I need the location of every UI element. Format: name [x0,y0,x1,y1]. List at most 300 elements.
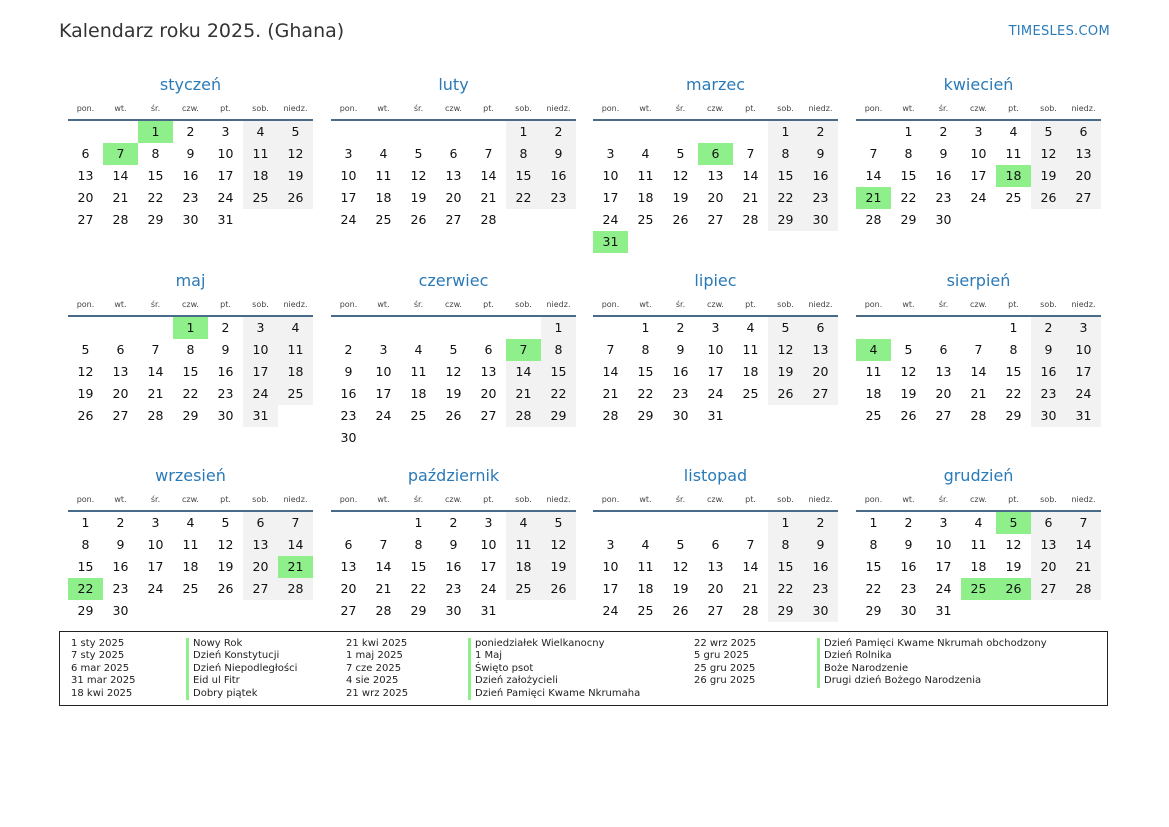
day-cell: 25 [278,383,313,405]
day-cell: 29 [1005,408,1022,423]
weekday-header [331,294,576,317]
day-cell: 17 [243,361,278,383]
day-cell: 4 [746,320,755,335]
day-cell: 20 [77,190,94,205]
day-cell: 4 [1009,124,1018,139]
weekday-label: śr. [675,495,686,504]
holiday-day: 21 [278,556,313,578]
day-cell: 6 [803,317,838,339]
day-cell: 17 [970,168,987,183]
weekday-label: czw. [707,495,724,504]
weekday-header [68,294,313,317]
day-cell: 25 [1005,190,1022,205]
day-cell: 28 [506,405,541,427]
day-cell: 3 [484,515,493,530]
day-cell: 16 [803,556,838,578]
empty-cell [593,317,628,339]
day-cell: 18 [506,556,541,578]
weekday-label: niedz. [546,300,571,309]
day-cell: 23 [112,581,129,596]
day-cell: 11 [970,537,987,552]
day-cell: 29 [637,408,654,423]
day-cell: 11 [506,534,541,556]
day-cell: 18 [410,386,427,401]
day-cell: 26 [77,408,94,423]
day-cell: 6 [1066,121,1101,143]
day-grid [68,121,313,231]
day-cell: 20 [803,361,838,383]
day-cell: 10 [340,168,357,183]
day-cell: 5 [1031,121,1066,143]
empty-cell [436,121,471,143]
empty-cell [856,121,891,143]
day-cell: 8 [768,143,803,165]
weekday-label: wt. [114,300,127,309]
weekday-header [68,489,313,512]
day-cell: 4 [186,515,195,530]
day-cell: 29 [541,405,576,427]
holiday-day: 18 [996,165,1031,187]
weekday-label: sob. [515,104,532,113]
day-cell: 8 [186,342,195,357]
legend-names-2 [468,638,640,700]
day-cell: 20 [707,190,724,205]
month-name: luty [438,75,469,94]
day-cell: 12 [445,364,462,379]
month-block [68,74,313,231]
weekday-label: pt. [745,495,756,504]
weekday-label: pt. [1008,104,1019,113]
weekday-header [856,489,1101,512]
day-cell: 14 [602,364,619,379]
day-cell: 1 [904,124,913,139]
weekday-label: pon. [339,104,358,113]
day-cell: 26 [1031,187,1066,209]
empty-cell [68,317,103,339]
weekday-label: sob. [777,495,794,504]
day-cell: 16 [935,168,952,183]
day-cell: 19 [900,386,917,401]
day-cell: 24 [480,581,497,596]
day-cell: 21 [742,581,759,596]
day-cell: 27 [803,383,838,405]
day-cell: 28 [742,212,759,227]
day-cell: 14 [742,168,759,183]
legend-dates-2 [346,638,408,700]
day-cell: 20 [243,556,278,578]
day-cell: 31 [243,405,278,427]
holiday-date: 6 mar 2025 [71,662,130,674]
weekday-label: śr. [413,300,424,309]
day-cell: 13 [707,168,724,183]
weekday-label: pon. [864,300,883,309]
day-cell: 19 [278,165,313,187]
day-cell: 8 [506,143,541,165]
day-grid [331,317,576,449]
weekday-label: śr. [150,300,161,309]
day-cell: 28 [278,578,313,600]
holiday-name: Dzień Pamięci Kwame Nkrumah obchodzony [817,638,1047,650]
holiday-day: 5 [996,512,1031,534]
day-cell: 18 [970,559,987,574]
day-cell: 22 [506,187,541,209]
day-cell: 14 [970,364,987,379]
day-cell: 18 [243,165,278,187]
day-cell: 17 [340,190,357,205]
day-cell: 12 [1005,537,1022,552]
weekday-label: niedz. [808,300,833,309]
day-cell: 14 [480,168,497,183]
empty-cell [506,317,541,339]
weekday-label: czw. [182,300,199,309]
weekday-label: pt. [483,300,494,309]
day-cell: 27 [445,212,462,227]
holiday-day: 1 [173,317,208,339]
holiday-day: 4 [856,339,891,361]
holiday-name: Nowy Rok [186,638,297,650]
holiday-name: Dobry piątek [186,688,297,700]
day-cell: 29 [147,212,164,227]
day-cell: 5 [904,342,913,357]
day-cell: 20 [707,581,724,596]
month-block [856,465,1101,622]
day-cell: 15 [768,556,803,578]
weekday-label: wt. [639,104,652,113]
day-grid [856,512,1101,622]
weekday-label: wt. [639,495,652,504]
day-cell: 6 [939,342,948,357]
day-cell: 27 [112,408,129,423]
holiday-name: poniedziałek Wielkanocny [468,638,640,650]
day-cell: 25 [243,187,278,209]
month-name: marzec [685,75,745,94]
day-cell: 9 [1031,339,1066,361]
weekday-label: niedz. [283,104,308,113]
day-cell: 19 [410,190,427,205]
day-cell: 22 [182,386,199,401]
day-cell: 21 [375,581,392,596]
day-cell: 22 [768,187,803,209]
day-cell: 29 [768,600,803,622]
day-cell: 25 [637,212,654,227]
day-cell: 11 [1005,146,1022,161]
holiday-date: 1 maj 2025 [346,650,403,662]
day-cell: 29 [410,603,427,618]
weekday-label: wt. [902,104,915,113]
month-block [68,270,313,427]
weekday-label: pt. [1008,300,1019,309]
holiday-name: Dzień założycieli [468,675,640,687]
day-cell: 16 [340,386,357,401]
day-cell: 9 [449,537,458,552]
weekday-label: pon. [76,495,95,504]
day-cell: 20 [340,581,357,596]
day-cell: 28 [147,408,164,423]
holiday-day: 7 [103,143,138,165]
day-grid [331,512,576,622]
day-cell: 13 [112,364,129,379]
holiday-date: 7 sty 2025 [71,650,125,662]
day-cell: 24 [602,212,619,227]
weekday-label: niedz. [1071,495,1096,504]
holiday-name: Dzień Konstytucji [186,650,297,662]
day-cell: 15 [637,364,654,379]
empty-cell [331,317,366,339]
month-block [593,465,838,622]
day-grid [593,512,838,622]
day-cell: 7 [746,537,755,552]
day-cell: 25 [375,212,392,227]
weekday-label: niedz. [808,104,833,113]
weekday-label: wt. [639,300,652,309]
day-cell: 21 [970,386,987,401]
weekday-label: czw. [970,495,987,504]
weekday-label: pon. [601,104,620,113]
holiday-date: 22 wrz 2025 [694,638,757,649]
day-cell: 14 [1066,534,1101,556]
weekday-header [593,489,838,512]
day-cell: 18 [182,559,199,574]
day-cell: 5 [414,146,423,161]
day-cell: 21 [1066,556,1101,578]
day-cell: 12 [900,364,917,379]
weekday-label: pt. [220,300,231,309]
day-cell: 15 [900,168,917,183]
day-cell: 26 [410,212,427,227]
weekday-header [331,489,576,512]
weekday-label: śr. [938,104,949,113]
day-grid [331,121,576,231]
empty-cell [891,317,926,339]
day-cell: 23 [445,581,462,596]
day-cell: 11 [637,168,654,183]
month-block [331,270,576,449]
day-cell: 14 [742,559,759,574]
day-cell: 15 [77,559,94,574]
day-cell: 30 [900,603,917,618]
day-cell: 4 [506,512,541,534]
month-block [331,465,576,622]
day-cell: 28 [742,603,759,618]
day-cell: 15 [541,361,576,383]
holiday-date: 26 gru 2025 [694,675,756,687]
day-cell: 23 [217,386,234,401]
day-cell: 16 [672,364,689,379]
day-cell: 23 [803,578,838,600]
weekday-label: wt. [377,104,390,113]
day-cell: 21 [602,386,619,401]
weekday-header [593,294,838,317]
day-cell: 3 [243,317,278,339]
day-cell: 19 [217,559,234,574]
day-cell: 22 [768,578,803,600]
empty-cell [926,317,961,339]
holiday-name: Święto psot [468,663,640,675]
day-cell: 21 [480,190,497,205]
day-cell: 30 [1031,405,1066,427]
weekday-header [856,98,1101,121]
weekday-label: pon. [339,495,358,504]
holiday-date: 18 kwi 2025 [71,687,133,699]
day-cell: 11 [278,339,313,361]
day-cell: 11 [742,342,759,357]
weekday-label: niedz. [1071,300,1096,309]
day-grid [856,317,1101,427]
day-cell: 16 [541,165,576,187]
empty-cell [366,317,401,339]
day-cell: 16 [112,559,129,574]
holiday-name: Eid ul Fitr [186,675,297,687]
day-cell: 17 [217,168,234,183]
day-cell: 26 [445,408,462,423]
day-cell: 13 [480,364,497,379]
day-cell: 6 [243,512,278,534]
day-cell: 8 [768,534,803,556]
month-block [68,465,313,622]
weekday-label: czw. [182,495,199,504]
day-cell: 16 [803,165,838,187]
day-cell: 15 [182,364,199,379]
day-cell: 7 [484,146,493,161]
holiday-date: 21 wrz 2025 [346,687,409,699]
day-cell: 17 [1066,361,1101,383]
day-cell: 10 [480,537,497,552]
weekday-label: pon. [76,300,95,309]
day-cell: 12 [541,534,576,556]
day-cell: 1 [81,515,90,530]
holiday-date: 7 cze 2025 [346,662,402,674]
day-cell: 2 [449,515,458,530]
day-cell: 20 [1066,165,1101,187]
day-cell: 13 [1031,534,1066,556]
day-cell: 29 [77,603,94,618]
holiday-name: Dzień Rolnika [817,650,1047,662]
day-cell: 21 [112,190,129,205]
day-cell: 10 [217,146,234,161]
day-cell: 13 [243,534,278,556]
weekday-label: czw. [970,104,987,113]
legend-dates-1 [71,638,136,700]
weekday-label: sob. [777,104,794,113]
weekday-label: śr. [150,495,161,504]
empty-cell [331,512,366,534]
day-cell: 18 [278,361,313,383]
empty-cell [436,317,471,339]
day-cell: 10 [602,168,619,183]
day-cell: 2 [904,515,913,530]
day-cell: 26 [672,212,689,227]
day-cell: 12 [410,168,427,183]
day-cell: 9 [186,146,195,161]
day-cell: 30 [112,603,129,618]
month-block [856,74,1101,231]
day-cell: 8 [81,537,90,552]
day-cell: 26 [768,383,803,405]
day-cell: 30 [445,603,462,618]
holiday-date: 5 gru 2025 [694,650,749,662]
month-name: kwiecień [943,75,1014,94]
day-cell: 3 [379,342,388,357]
day-cell: 6 [81,146,90,161]
weekday-label: pon. [339,300,358,309]
day-cell: 6 [1031,512,1066,534]
day-cell: 28 [865,212,882,227]
day-cell: 30 [340,430,357,445]
month-name: lipiec [694,271,737,290]
legend-dates-3 [694,638,756,688]
day-cell: 2 [344,342,353,357]
brand-link[interactable]: TIMESLES.COM [1008,24,1110,39]
weekday-header [331,98,576,121]
month-block [856,270,1101,427]
day-cell: 7 [379,537,388,552]
day-cell: 15 [410,559,427,574]
weekday-label: sob. [777,300,794,309]
weekday-label: pon. [76,104,95,113]
day-cell: 23 [1031,383,1066,405]
day-cell: 16 [1031,361,1066,383]
weekday-label: niedz. [546,495,571,504]
day-cell: 11 [865,364,882,379]
day-cell: 3 [606,146,615,161]
holiday-day: 1 [138,121,173,143]
holiday-day: 22 [68,578,103,600]
day-cell: 16 [445,559,462,574]
weekday-label: wt. [377,300,390,309]
day-cell: 2 [116,515,125,530]
day-cell: 7 [278,512,313,534]
day-cell: 30 [217,408,234,423]
day-cell: 30 [182,212,199,227]
day-cell: 10 [602,559,619,574]
page-title: Kalendarz roku 2025. (Ghana) [59,20,345,42]
day-cell: 15 [1005,364,1022,379]
day-cell: 17 [375,386,392,401]
empty-cell [366,121,401,143]
day-cell: 28 [112,212,129,227]
day-cell: 22 [900,190,917,205]
day-cell: 15 [147,168,164,183]
day-cell: 31 [217,212,234,227]
day-grid [68,512,313,622]
holiday-date: 21 kwi 2025 [346,638,408,649]
weekday-header [68,98,313,121]
day-cell: 1 [768,512,803,534]
holiday-name: Dzień Niepodległości [186,663,297,675]
day-cell: 25 [742,386,759,401]
weekday-label: czw. [445,300,462,309]
day-cell: 9 [803,534,838,556]
day-cell: 5 [278,121,313,143]
day-cell: 13 [1066,143,1101,165]
day-cell: 14 [865,168,882,183]
day-cell: 12 [672,559,689,574]
day-cell: 23 [340,408,357,423]
day-cell: 18 [742,364,759,379]
day-cell: 3 [939,515,948,530]
day-cell: 23 [541,187,576,209]
weekday-label: pt. [483,495,494,504]
day-cell: 4 [414,342,423,357]
day-cell: 16 [900,559,917,574]
day-cell: 28 [480,212,497,227]
weekday-label: wt. [114,495,127,504]
holiday-date: 1 sty 2025 [71,638,125,649]
weekday-label: niedz. [1071,104,1096,113]
day-cell: 21 [742,190,759,205]
weekday-label: czw. [707,300,724,309]
weekday-label: niedz. [546,104,571,113]
